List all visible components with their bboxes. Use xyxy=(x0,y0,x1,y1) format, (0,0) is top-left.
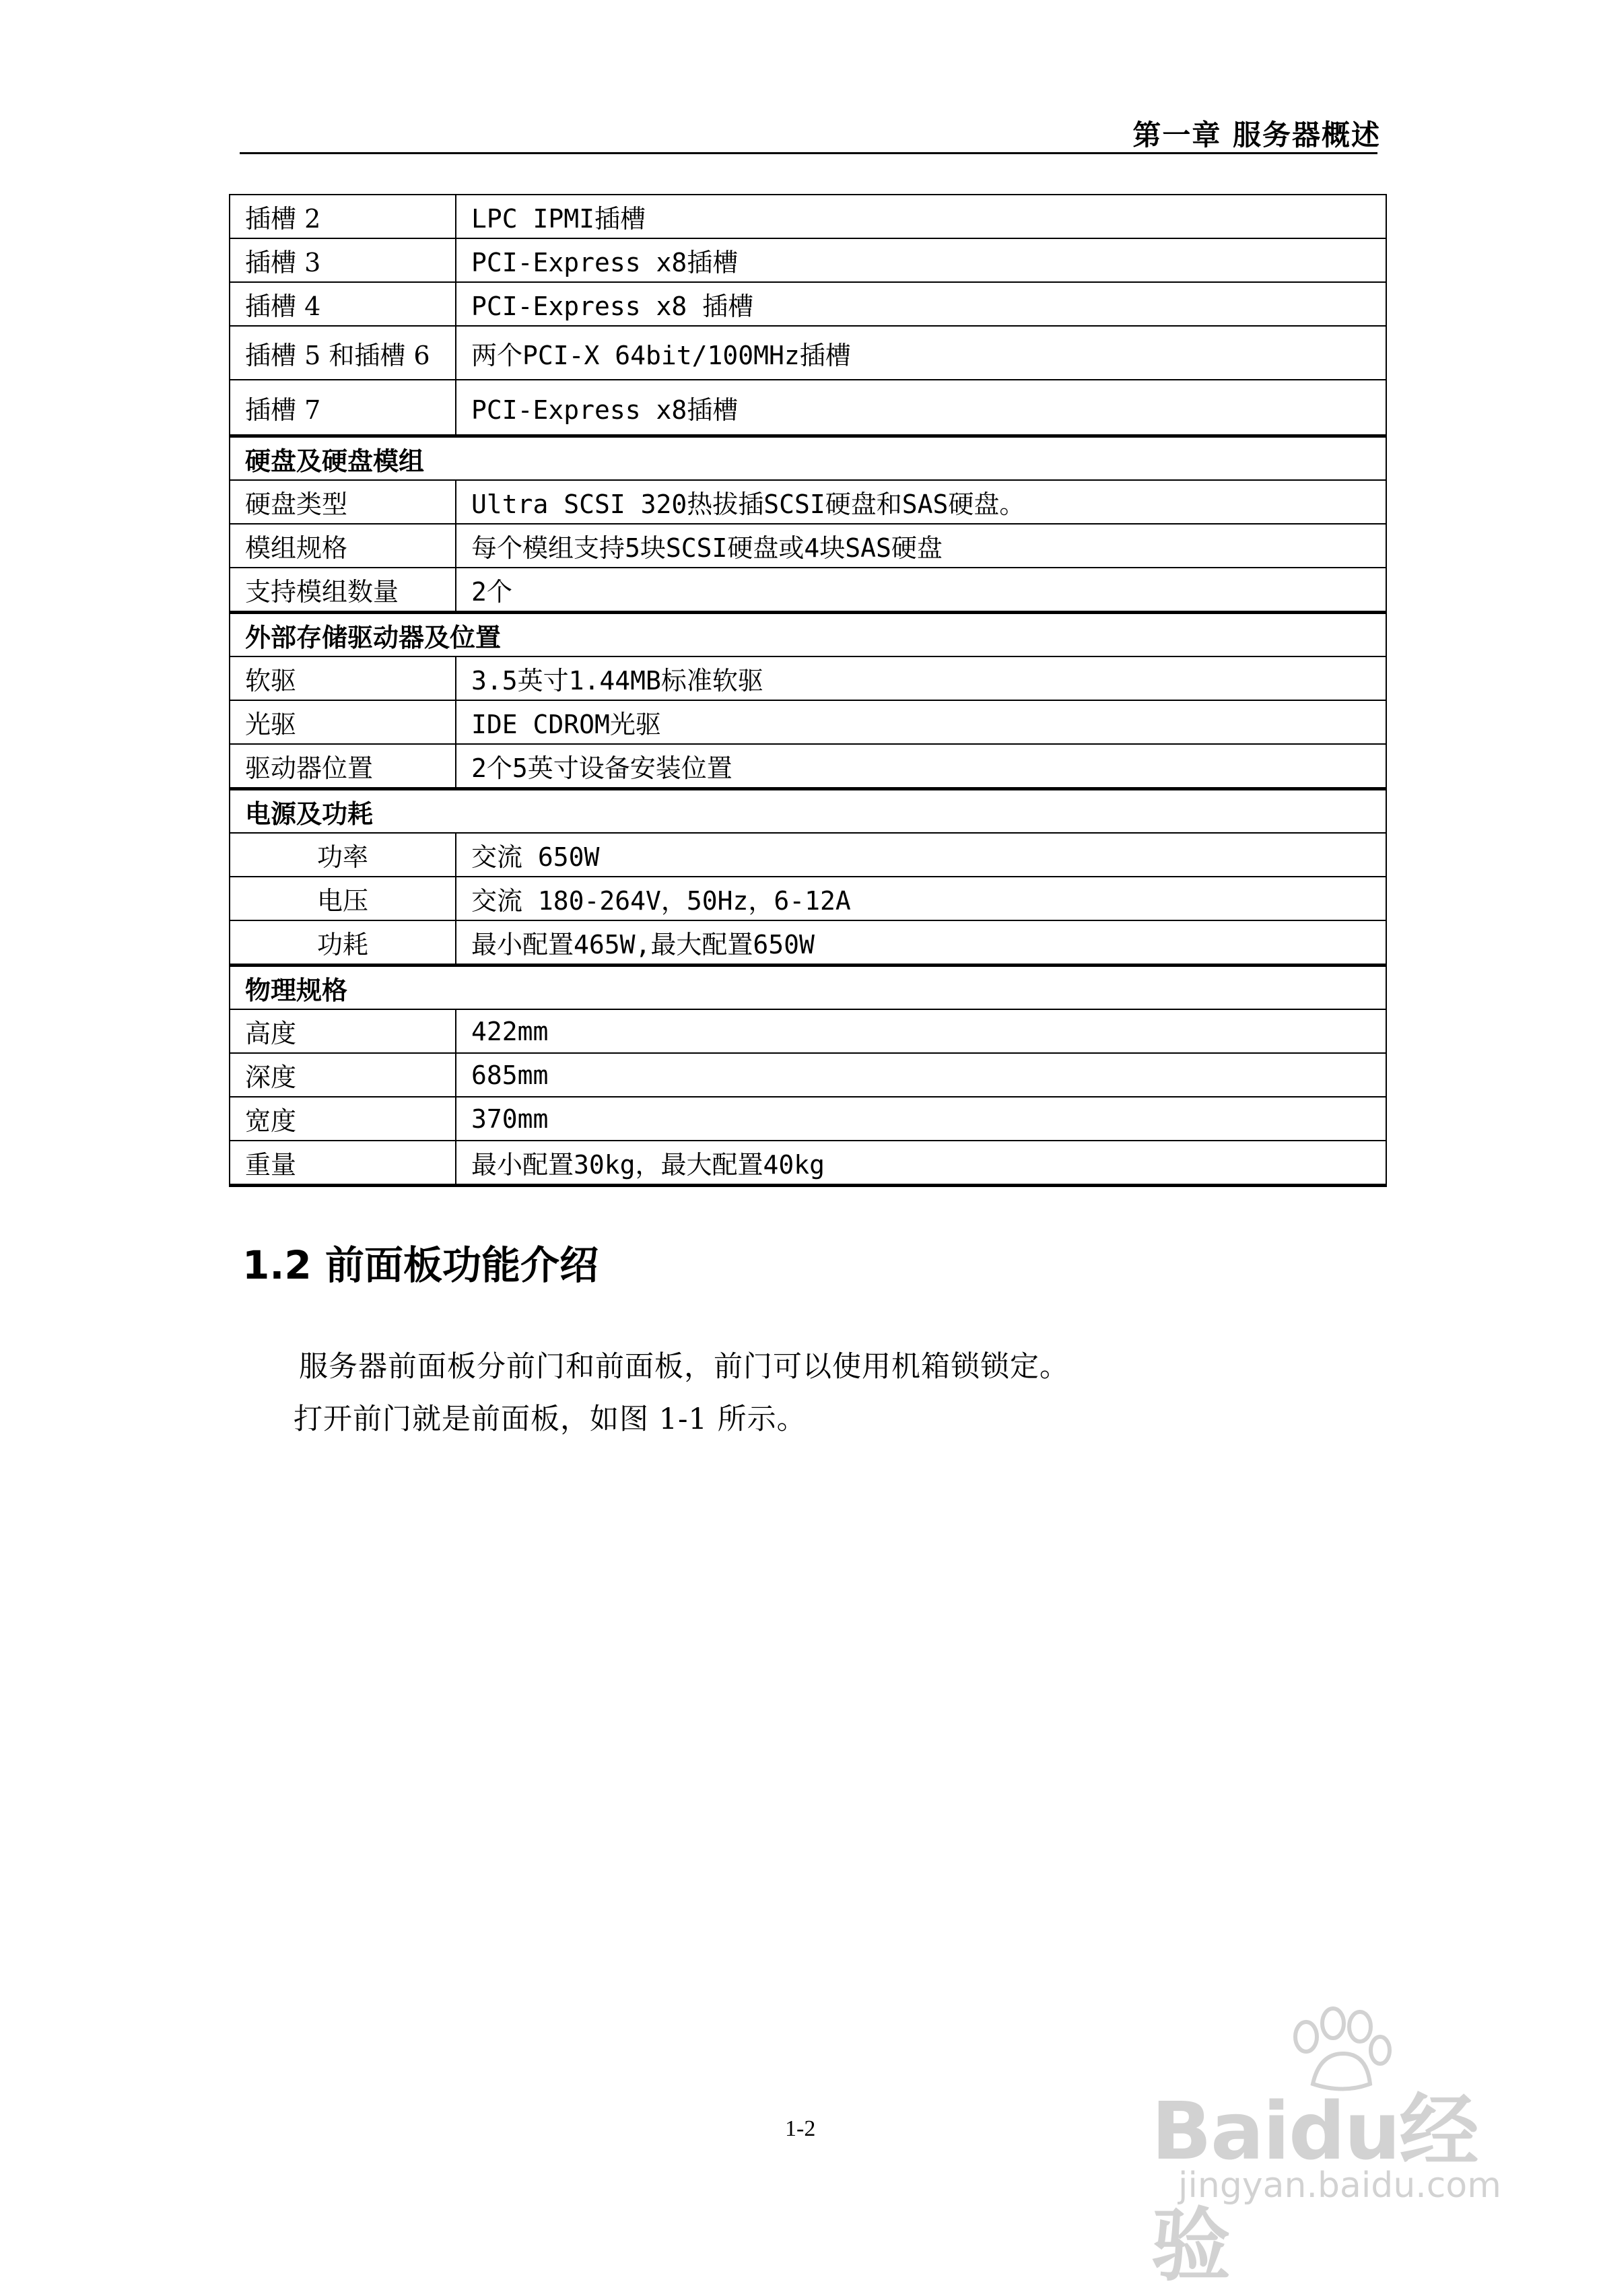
section-label: 电源及功耗 xyxy=(230,789,1386,834)
table-row xyxy=(230,920,1386,966)
section-row-disks xyxy=(230,436,1386,481)
header-rule xyxy=(240,152,1377,154)
row-label: 插槽 5 和插槽 6 xyxy=(230,326,456,380)
watermark-url: jingyan.baidu.com xyxy=(1178,2165,1501,2206)
table-row xyxy=(230,524,1386,568)
row-label: 模组规格 xyxy=(230,524,456,568)
row-label: 支持模组数量 xyxy=(230,568,456,613)
row-label: 插槽 4 xyxy=(230,282,456,326)
baidu-watermark xyxy=(1138,2006,1542,2292)
row-label: 插槽 7 xyxy=(230,380,456,436)
section-row-physical xyxy=(230,966,1386,1010)
row-value: 370mm xyxy=(456,1097,1386,1141)
row-value: PCI-Express x8插槽 xyxy=(456,238,1386,282)
table-row xyxy=(230,282,1386,326)
row-value: PCI-Express x8插槽 xyxy=(456,380,1386,436)
table-row xyxy=(230,195,1386,238)
row-value: 交流 180-264V，50Hz，6-12A xyxy=(456,877,1386,920)
row-value: 2个 xyxy=(456,568,1386,613)
body-paragraph-line-2: 打开前门就是前面板，如图 1-1 所示。 xyxy=(294,1403,807,1436)
watermark-brand: Baidu经验 xyxy=(1151,2085,1478,2292)
row-label: 插槽 2 xyxy=(230,195,456,238)
table-row xyxy=(230,1141,1386,1186)
spec-table xyxy=(229,194,1387,1187)
row-label: 插槽 3 xyxy=(230,238,456,282)
row-value: Ultra SCSI 320热拔插SCSI硬盘和SAS硬盘。 xyxy=(456,480,1386,524)
row-label: 宽度 xyxy=(230,1097,456,1141)
table-row xyxy=(230,700,1386,744)
row-label: 功率 xyxy=(230,833,456,877)
table-row xyxy=(230,326,1386,380)
row-label: 功耗 xyxy=(230,920,456,966)
row-label: 深度 xyxy=(230,1053,456,1097)
table-row xyxy=(230,380,1386,436)
table-row xyxy=(230,656,1386,700)
row-label: 软驱 xyxy=(230,656,456,700)
body-paragraph-line-1: 服务器前面板分前门和前面板，前门可以使用机箱锁锁定。 xyxy=(299,1350,1069,1384)
table-row xyxy=(230,833,1386,877)
row-label: 电压 xyxy=(230,877,456,920)
table-row xyxy=(230,480,1386,524)
section-label: 外部存储驱动器及位置 xyxy=(230,613,1386,657)
row-value: 685mm xyxy=(456,1053,1386,1097)
row-label: 高度 xyxy=(230,1009,456,1053)
row-value: 最小配置465W,最大配置650W xyxy=(456,920,1386,966)
table-row xyxy=(230,1053,1386,1097)
section-row-storage xyxy=(230,613,1386,657)
table-row xyxy=(230,238,1386,282)
section-label: 硬盘及硬盘模组 xyxy=(230,436,1386,481)
row-label: 重量 xyxy=(230,1141,456,1186)
row-value: 交流 650W xyxy=(456,833,1386,877)
section-label: 物理规格 xyxy=(230,966,1386,1010)
section-row-power xyxy=(230,789,1386,834)
row-value: LPC IPMI插槽 xyxy=(456,195,1386,238)
page-number: 1-2 xyxy=(785,2116,816,2141)
row-value: 最小配置30kg，最大配置40kg xyxy=(456,1141,1386,1186)
row-value: 每个模组支持5块SCSI硬盘或4块SAS硬盘 xyxy=(456,524,1386,568)
row-value: 3.5英寸1.44MB标准软驱 xyxy=(456,656,1386,700)
section-heading: 1.2 前面板功能介绍 xyxy=(242,1242,599,1288)
table-row xyxy=(230,568,1386,613)
row-label: 光驱 xyxy=(230,700,456,744)
row-value: 422mm xyxy=(456,1009,1386,1053)
table-row xyxy=(230,1097,1386,1141)
table-row xyxy=(230,1009,1386,1053)
row-value: IDE CDROM光驱 xyxy=(456,700,1386,744)
table-row xyxy=(230,744,1386,789)
table-row xyxy=(230,877,1386,920)
chapter-title: 第一章 服务器概述 xyxy=(1132,119,1381,151)
row-label: 硬盘类型 xyxy=(230,480,456,524)
row-value: 两个PCI-X 64bit/100MHz插槽 xyxy=(456,326,1386,380)
row-label: 驱动器位置 xyxy=(230,744,456,789)
row-value: PCI-Express x8 插槽 xyxy=(456,282,1386,326)
row-value: 2个5英寸设备安装位置 xyxy=(456,744,1386,789)
